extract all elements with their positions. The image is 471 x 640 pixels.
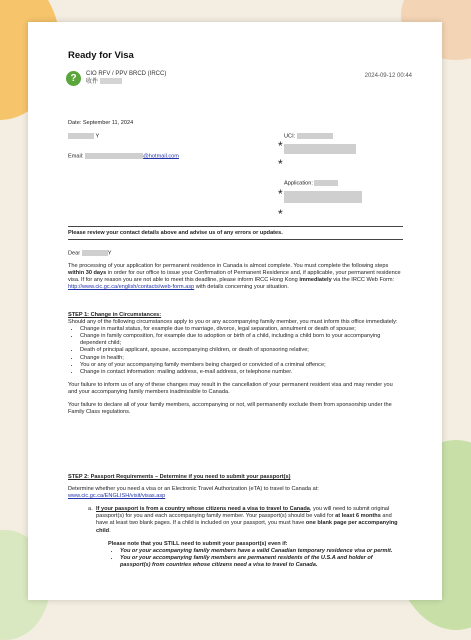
application-value-redacted xyxy=(284,191,362,203)
step2-section xyxy=(68,474,403,569)
uci-label: UCI: xyxy=(284,133,296,140)
sender-avatar-icon[interactable]: ? xyxy=(66,71,81,86)
intro-text-1: The processing of your application for permanent residence in Canada is almost complete. You must complete the following steps xyxy=(68,263,389,269)
passport-note-item: • You or your accompanying family members are permanent residents of the U.S.A and holder of passport(s) from countries whose citizens need a visa to travel to Canada. xyxy=(120,555,403,569)
applicant-name-suffix: Y xyxy=(95,133,100,140)
step1-item: • Change in marital status, for example due to marriage, divorce, legal separation, annulment or death of spouse; xyxy=(80,326,403,333)
uci-value-redacted xyxy=(284,144,356,154)
step2a-text-2: and have at least two blank pages. If a child is included on your passport, you must have xyxy=(96,513,392,527)
application-bullet-1: * xyxy=(278,187,283,201)
rule-bottom xyxy=(68,239,403,240)
step1-item: • Change in contact information: mailing address, e-mail address, or telephone number. xyxy=(80,369,403,376)
uci-bullet-2: * xyxy=(278,157,283,171)
step2a-marker: a. xyxy=(88,506,93,513)
application-label: Application: xyxy=(284,180,313,187)
step2-title: STEP 2: Passport Requirements – Determine if you need to submit your passport(s) xyxy=(68,474,291,480)
letter-date: Date: September 11, 2024 xyxy=(68,120,134,126)
passport-note-item: • You or your accompanying family members have a valid Canadian temporary residence visa or permit. xyxy=(120,548,403,555)
step2a-validity: at least 6 months xyxy=(335,513,381,520)
step2a-item xyxy=(68,506,403,534)
uci-bullet-row-2 xyxy=(278,158,298,171)
step1-intro: Should any of the following circumstances apply to you or any accompanying family member, you must inform this office immediately: xyxy=(68,319,398,326)
step1-item: • You or any of your accompanying family members being charged or convicted of a criminal offence; xyxy=(80,362,403,369)
visa-requirements-link[interactable]: www.cic.gc.ca/ENGLISH/visit/visas.asp xyxy=(68,493,166,500)
intro-text-3: via the IRCC Web Form: xyxy=(331,277,395,284)
sender-block xyxy=(86,70,166,86)
step1-list xyxy=(68,326,403,376)
application-line xyxy=(284,180,404,188)
step1-warning-2: Your failure to declare all of your family members, accompanying or not, will permanently exclude them from sponsorship under the Family Class regulations. xyxy=(68,402,392,416)
uci-bullet-1: * xyxy=(278,139,283,153)
dear-name-suffix: Y xyxy=(107,250,112,257)
step2a-text xyxy=(96,506,403,534)
email-sheet xyxy=(28,22,442,600)
dear-word: Dear xyxy=(68,250,81,257)
uci-redacted xyxy=(297,133,333,139)
application-bullet-row-1 xyxy=(278,188,398,203)
intro-text-2: in order for our office to issue your Confirmation of Permanent Residence and, if applicable, your permanent residence visa. If for any reason you are not able to meet this deadline, please inform IRCC Hong Kong xyxy=(68,270,401,284)
applicant-name-line xyxy=(68,133,188,141)
intro-immediately: immediately xyxy=(299,277,332,284)
email-timestamp: 2024-09-12 00:44 xyxy=(364,73,412,79)
application-redacted xyxy=(314,180,338,186)
rule-top xyxy=(68,226,403,227)
recipient-line xyxy=(86,78,166,86)
step1-section xyxy=(68,312,403,416)
passport-note-list xyxy=(108,548,403,569)
email-domain[interactable]: @hotmail.com xyxy=(143,153,179,160)
review-notice: Please review your contact details above and advise us of any errors or updates. xyxy=(68,230,283,236)
application-bullet-2: * xyxy=(278,207,283,221)
step1-item: • Change in family composition, for example due to adoption or birth of a child, including a child born to your accompanying dependent child; xyxy=(80,333,403,347)
applicant-name-redacted xyxy=(68,133,94,139)
intro-text-4: with details concerning your situation. xyxy=(194,284,289,291)
step1-warning-1: Your failure to inform us of any of these changes may result in the cancellation of your permanent resident visa and may render you and your accompanying family members inadmissible to Canada. xyxy=(68,381,393,395)
passport-note-title: Please note that you STILL need to submit your passport(s) even if: xyxy=(108,540,288,547)
step1-item: • Change in health; xyxy=(80,355,403,362)
step1-item: • Death of principal applicant, spouse, accompanying children, or death of sponsoring relative; xyxy=(80,347,403,354)
application-bullet-row-2 xyxy=(278,208,298,221)
step2a-text-3: . xyxy=(109,527,111,534)
intro-deadline: within 30 days xyxy=(68,270,107,277)
step2a-blank-page: one blank page per accompanying child xyxy=(96,520,398,534)
sender-name[interactable]: CIO RFV / PPV BRCD (IRCC) xyxy=(86,71,167,77)
web-form-link[interactable]: http://www.cic.gc.ca/english/contacts/web-form.asp xyxy=(68,284,195,291)
recipient-redacted xyxy=(100,78,122,84)
intro-paragraph xyxy=(68,263,403,291)
passport-note xyxy=(68,541,403,569)
step2-intro: Determine whether you need a visa or an Electronic Travel Authorization (eTA) to travel to Canada at: xyxy=(68,486,319,493)
uci-bullet-row-1 xyxy=(278,140,398,154)
dear-name-redacted xyxy=(82,250,108,256)
email-label: Email: xyxy=(68,153,84,160)
email-subject: Ready for Visa xyxy=(68,50,134,61)
step2a-text-1: , you will need to submit original passport(s) for you and each accompanying family member. Your passport(s) should be valid for xyxy=(96,506,390,520)
step2a-condition: If your passport is from a country whose citizens need a visa to travel to Canada xyxy=(96,506,310,513)
salutation xyxy=(68,250,403,258)
email-line xyxy=(68,153,268,161)
recipient-label: 收件 xyxy=(86,79,99,85)
step1-title: STEP 1: Change in Circumstances: xyxy=(68,312,162,318)
email-user-redacted xyxy=(85,153,143,159)
